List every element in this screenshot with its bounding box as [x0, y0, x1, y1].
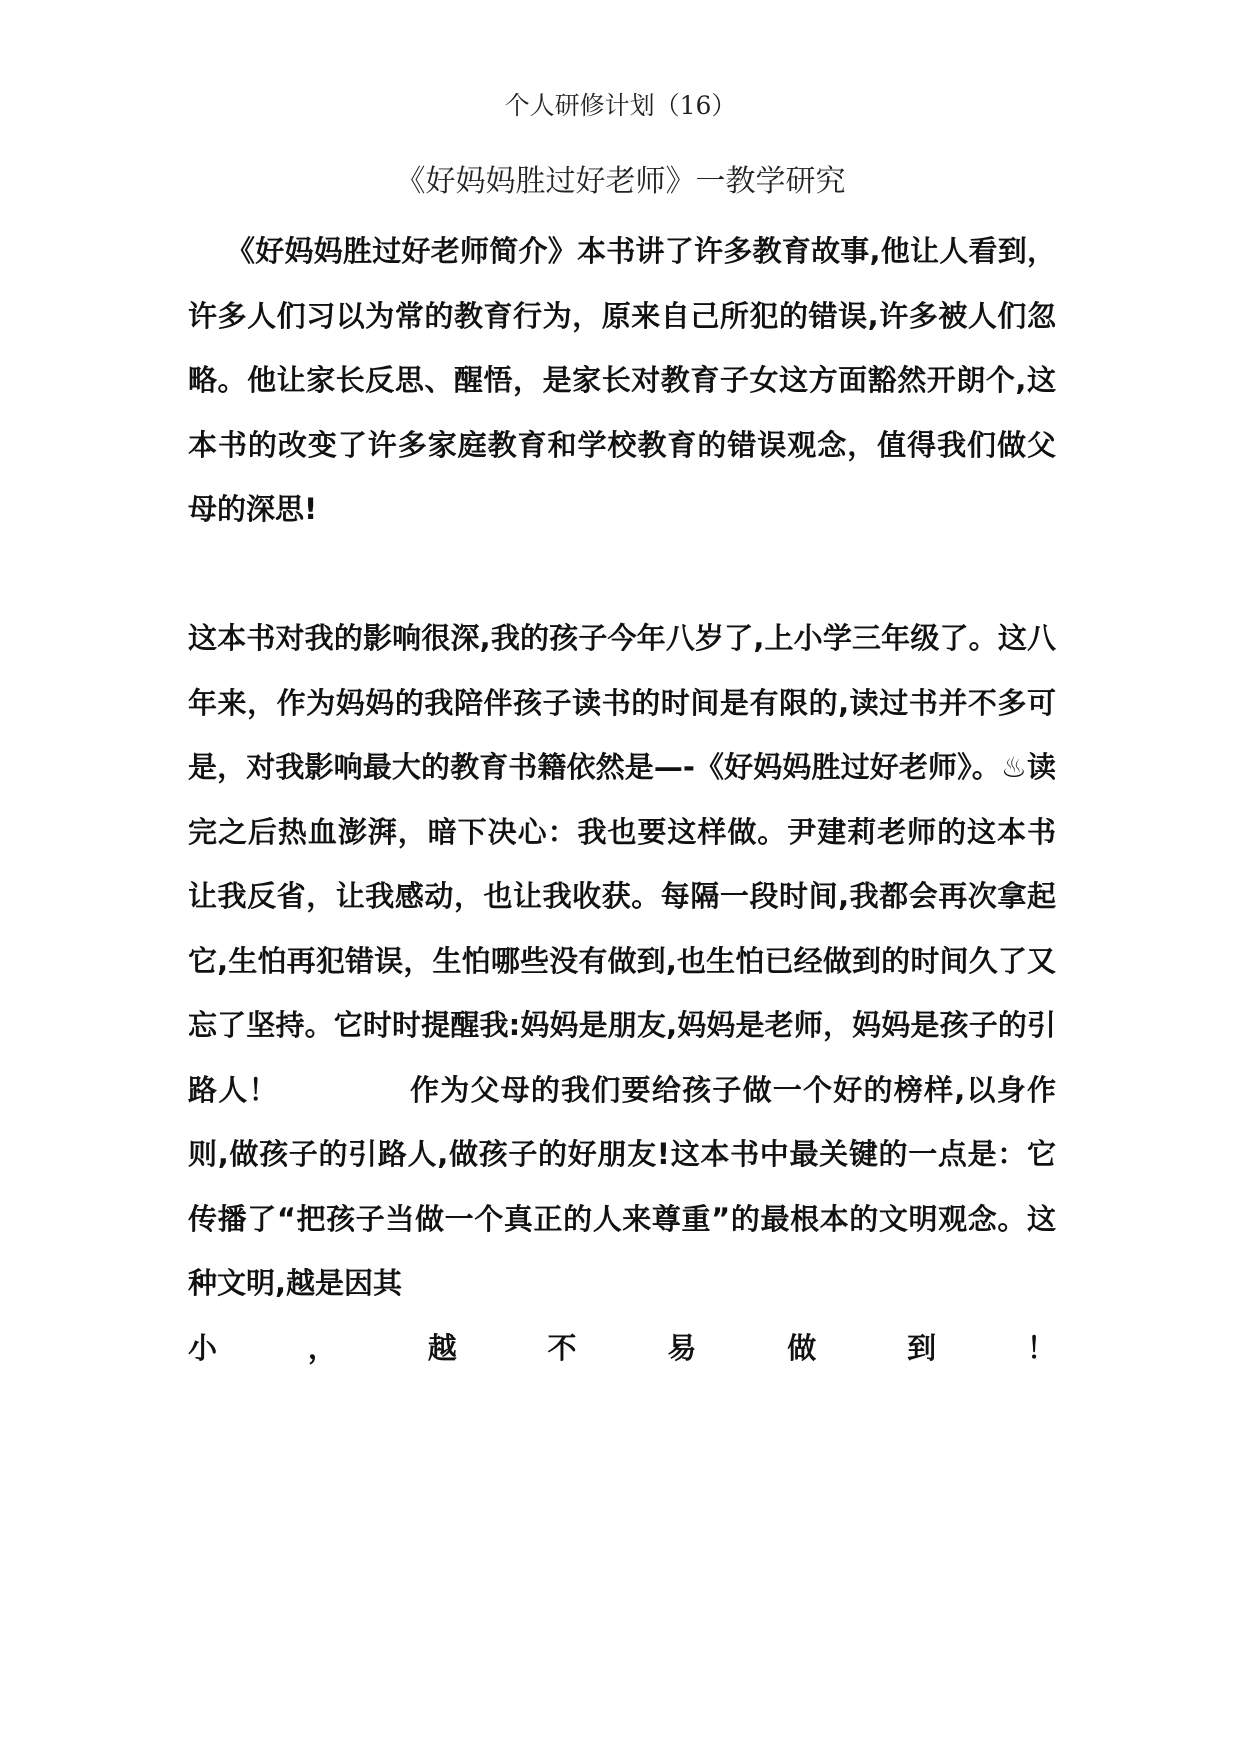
main-paragraph-part2: 作为父母的我们要给孩子做一个好的榜样,以身作则,做孩子的引路人,做孩子的好朋友!这本书中最关键的一点是：它传播了“把孩子当做一个真正的人来尊重”的最根本的文明观念。这种文明,越是因其	[188, 1072, 1056, 1300]
document-title: 个人研修计划（16）	[504, 91, 737, 120]
last-line-char: ，	[307, 1330, 337, 1365]
main-paragraph-part1: 这本书对我的影响很深,我的孩子今年八岁了,上小学三年级了。这八年来，作为妈妈的我陪伴孩子读书的时间是有限的,读过书并不多可是，对我影响最大的教育书籍依然是—-《好妈妈胜过好老师》。♨读完之后热血澎湃，暗下决心：我也要这样做。尹建莉老师的这本书让我反省，让我感动，也让我收获。每隔一段时间,我都会再次拿起它,生怕再犯错误，生怕哪些没有做到,也生怕已经做到的时间久了又忘了坚持。它时时提醒我:妈妈是朋友,妈妈是老师，妈妈是孩子的引路人！	[188, 621, 1056, 1107]
main-paragraph	[188, 606, 1056, 1380]
last-line-char: 小	[188, 1330, 218, 1365]
last-line-char: 到	[907, 1330, 937, 1365]
last-line-char: 做	[787, 1330, 817, 1365]
last-line-char: 不	[547, 1330, 577, 1365]
last-line-char: 易	[667, 1330, 697, 1365]
document-subtitle: 《好妈妈胜过好老师》一教学研究	[395, 164, 846, 199]
last-line-char: ！	[1026, 1330, 1056, 1365]
last-line-char: 越	[427, 1330, 457, 1365]
intro-paragraph: 《好妈妈胜过好老师简介》本书讲了许多教育故事,他让人看到，许多人们习以为常的教育行为，原来自己所犯的错误,许多被人们忽略。他让家长反思、醒悟，是家长对教育子女这方面豁然开朗个,这本书的改变了许多家庭教育和学校教育的错误观念，值得我们做父母的深思!	[188, 234, 1056, 526]
spread-last-line	[188, 1316, 1056, 1381]
